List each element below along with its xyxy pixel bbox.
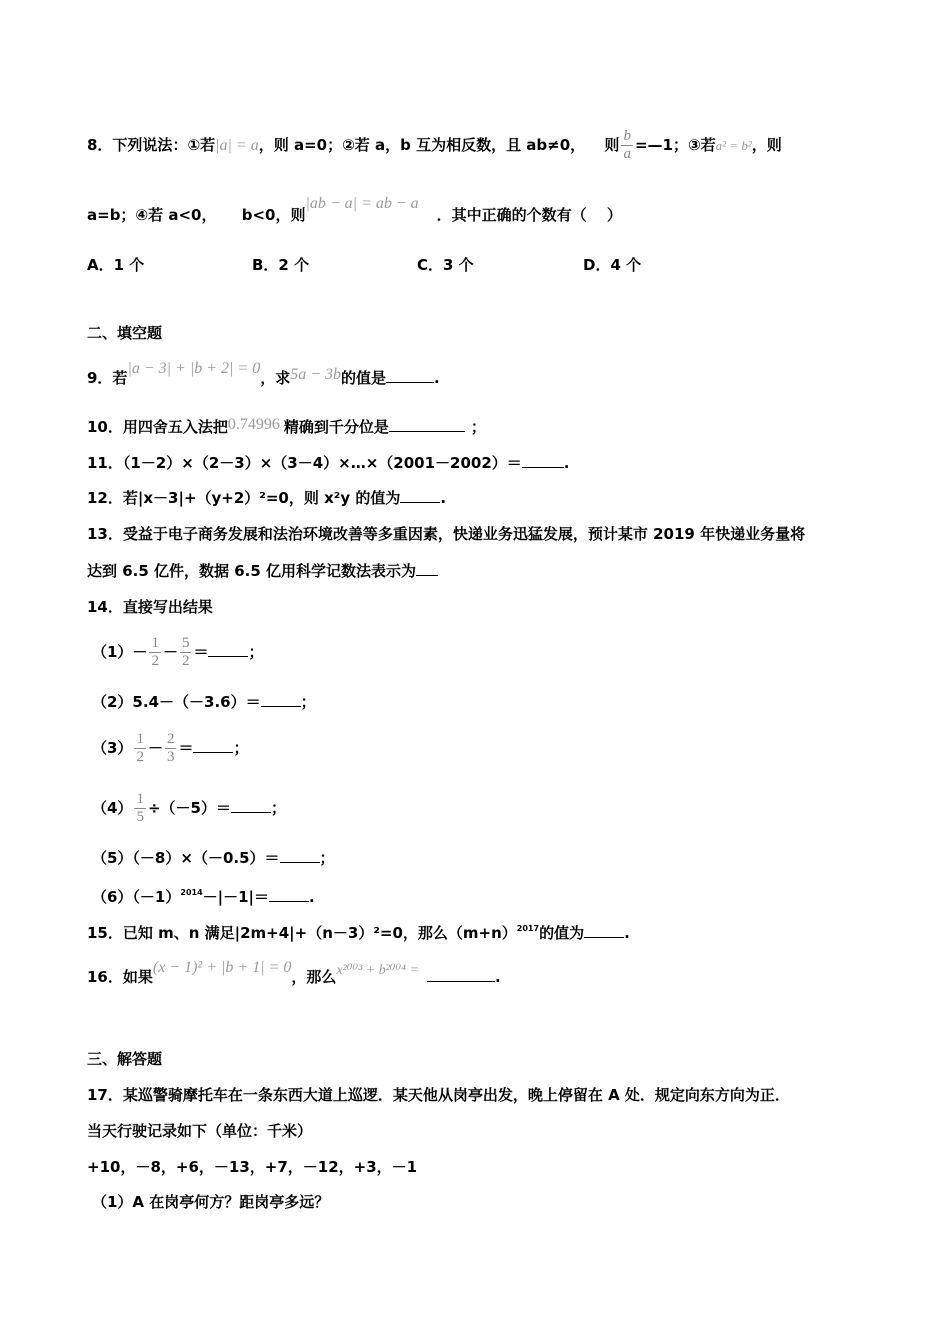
q8-frac-den: a (623, 146, 631, 162)
q14-p1-fraction-1 (149, 635, 161, 670)
q14-p3-end: ； (233, 739, 249, 757)
q14-p3-eq: ＝ (178, 739, 194, 757)
q14-p1-eq: ＝ (193, 643, 209, 661)
q8-line2-b: b<0，则 (241, 206, 306, 224)
q8-option-c: C．3 个 (417, 256, 474, 274)
q8-abs-a-formula: |a| = a (215, 137, 259, 154)
q17-line2: 当天行驶记录如下（单位：千米） (87, 1122, 313, 1140)
q14-p5-answer-blank[interactable] (280, 848, 320, 863)
q14-part3 (92, 730, 248, 766)
q14-p5-text: （5）（－8）×（－0.5）＝ (92, 849, 280, 867)
q8-line2-c: ．其中正确的个数有（ ） (436, 206, 622, 224)
q11-answer-blank[interactable] (522, 453, 564, 468)
q14-p3-f1-den: 2 (136, 749, 144, 765)
q14-p1-f1-num: 1 (151, 635, 159, 651)
q8-text-3: =—1；③若 (634, 136, 716, 154)
q14-p3-f2-num: 2 (166, 731, 175, 747)
q14-part5 (92, 848, 335, 868)
q8-option-a: A．1 个 (87, 256, 145, 274)
q9-mid: ，求 (260, 369, 291, 387)
q10-post: 精确到千分位是 (283, 418, 389, 436)
q12-end: . (440, 489, 447, 507)
q8-abs-expr-formula: |ab − a| = ab − a (305, 195, 419, 212)
q17-sub1: （1）A 在岗亭何方？距岗亭多远？ (92, 1193, 330, 1211)
q14-p4-end: ； (270, 799, 286, 817)
q13-line2 (87, 561, 438, 581)
q12-text: 12．若|x－3|+（y+2）²=0，则 x²y 的值为 (87, 489, 401, 507)
q14-part4 (92, 790, 286, 826)
q16 (87, 959, 501, 989)
q14-p4-fraction (134, 791, 146, 826)
q14-p1-f1-den: 2 (151, 653, 159, 669)
q14-p4-answer-blank[interactable] (231, 798, 271, 813)
q16-formula: (x − 1)² + |b + 1| = 0 (152, 959, 292, 976)
q13-line1: 13．受益于电子商务发展和法治环境改善等多重因素，快递业务迅猛发展，预计某市 2019 年快递业务量将 (87, 525, 806, 543)
q14-p1-end: ； (248, 643, 264, 661)
q12 (87, 488, 446, 508)
q15-post: 的值为 (539, 924, 585, 942)
q15-pre: 15．已知 m、n 满足|2m+4|+（n－3）²=0，那么（m+n） (87, 924, 517, 942)
q14-p3-minus: － (147, 739, 163, 757)
q10-number: 0.74996 (227, 416, 280, 433)
q14-p1-label: （1）－ (92, 643, 148, 661)
q16-pre: 16．如果 (87, 968, 153, 986)
q14-p4-f-num: 1 (136, 791, 144, 807)
q8-text-1: 8．下列说法：①若 (87, 136, 216, 154)
q15-exponent: 2017 (516, 924, 540, 933)
q8-line2-a: a=b；④若 a<0， (87, 206, 217, 224)
q14-p2-text: （2）5.4－（－3.6）＝ (92, 693, 261, 711)
q9-formula-2: 5a − 3b (290, 366, 342, 383)
section-answer-title: 三、解答题 (87, 1050, 163, 1068)
q8-option-d: D．4 个 (583, 256, 642, 274)
q14-p3-f1-num: 1 (136, 731, 144, 747)
q16-answer-blank[interactable] (427, 967, 495, 982)
q9-post: 的值是 (341, 369, 387, 387)
section-fill-in-title: 二、填空题 (87, 324, 163, 342)
q10 (87, 417, 486, 438)
q8-fraction-b-over-a (621, 128, 633, 163)
q15-answer-blank[interactable] (584, 923, 624, 938)
q10-answer-blank[interactable] (389, 417, 465, 432)
q14-p1-f2-den: 2 (181, 653, 190, 669)
q14-p1-answer-blank[interactable] (208, 642, 248, 657)
q14-p5-end: ； (319, 849, 335, 867)
q8-line2 (87, 195, 622, 226)
q12-answer-blank[interactable] (400, 488, 440, 503)
q14-p1-minus: － (162, 643, 178, 661)
q14-part2 (92, 692, 316, 712)
q10-pre: 10．用四舍五入法把 (87, 418, 228, 436)
q9-formula: |a − 3| + |b + 2| = 0 (127, 360, 261, 377)
q14-p4-label: （4） (92, 799, 133, 817)
q9 (87, 360, 440, 389)
q11-text: 11．（1－2）×（2－3）×（3－4）×…×（2001－2002）＝ (87, 454, 522, 472)
q15 (87, 919, 630, 943)
q14-p3-fraction-1 (134, 731, 146, 766)
q14-p3-answer-blank[interactable] (193, 738, 233, 753)
q14-p3-fraction-2 (165, 731, 177, 766)
q14-p6-pre: （6）（－1） (92, 888, 181, 906)
q14-p3-label: （3） (92, 739, 133, 757)
q9-pre: 9．若 (87, 369, 128, 387)
q13-answer-blank[interactable] (416, 561, 438, 576)
q14-part6 (92, 883, 315, 907)
q14-p6-post: －|－1|＝ (202, 888, 270, 906)
q14-p6-exponent: 2014 (180, 888, 203, 897)
q16-mid: ，那么 (291, 968, 337, 986)
q14-p6-answer-blank[interactable] (269, 887, 309, 902)
q14-p1-fraction-2 (180, 635, 192, 670)
q16-end: . (494, 968, 501, 986)
q14-p4-f-den: 5 (136, 809, 144, 825)
q17-line1: 17．某巡警骑摩托车在一条东西大道上巡逻．某天他从岗亭出发，晚上停留在 A 处．规定向东方向为正． (87, 1086, 790, 1104)
q15-end: . (624, 924, 630, 942)
q16-formula-2: x²⁰⁰³ + b²⁰⁰⁴ = (336, 963, 419, 978)
q10-end: ； (470, 418, 486, 436)
q8-option-b: B．2 个 (252, 256, 310, 274)
q14-p1-f2-num: 5 (181, 635, 190, 651)
q11-end: . (563, 454, 570, 472)
q8-frac-num: b (623, 128, 631, 144)
q8-square-formula: a² = b² (715, 138, 752, 153)
q8-text-2: ，则 a=0；②若 a，b 互为相反数，且 ab≠0， (258, 136, 586, 154)
q9-answer-blank[interactable] (386, 368, 434, 383)
q14-part1 (92, 634, 263, 670)
q11 (87, 453, 569, 473)
q13-line2-text: 达到 6.5 亿件，数据 6.5 亿用科学记数法表示为 (87, 562, 417, 580)
q14-p2-answer-blank[interactable] (261, 692, 301, 707)
q9-end: . (434, 369, 440, 387)
q14-p3-f2-den: 3 (166, 749, 175, 765)
q17-data: +10，－8，+6，－13，+7，－12，+3，－1 (87, 1158, 418, 1176)
q8-text-4: ，则 (751, 136, 782, 154)
q14-p2-end: ； (300, 693, 316, 711)
q14-p6-end: . (309, 888, 315, 906)
q14-title: 14．直接写出结果 (87, 598, 213, 616)
q8-line1 (87, 128, 782, 163)
q14-p4-rest: ÷（－5）＝ (147, 799, 231, 817)
q8-then: 则 (604, 136, 620, 154)
